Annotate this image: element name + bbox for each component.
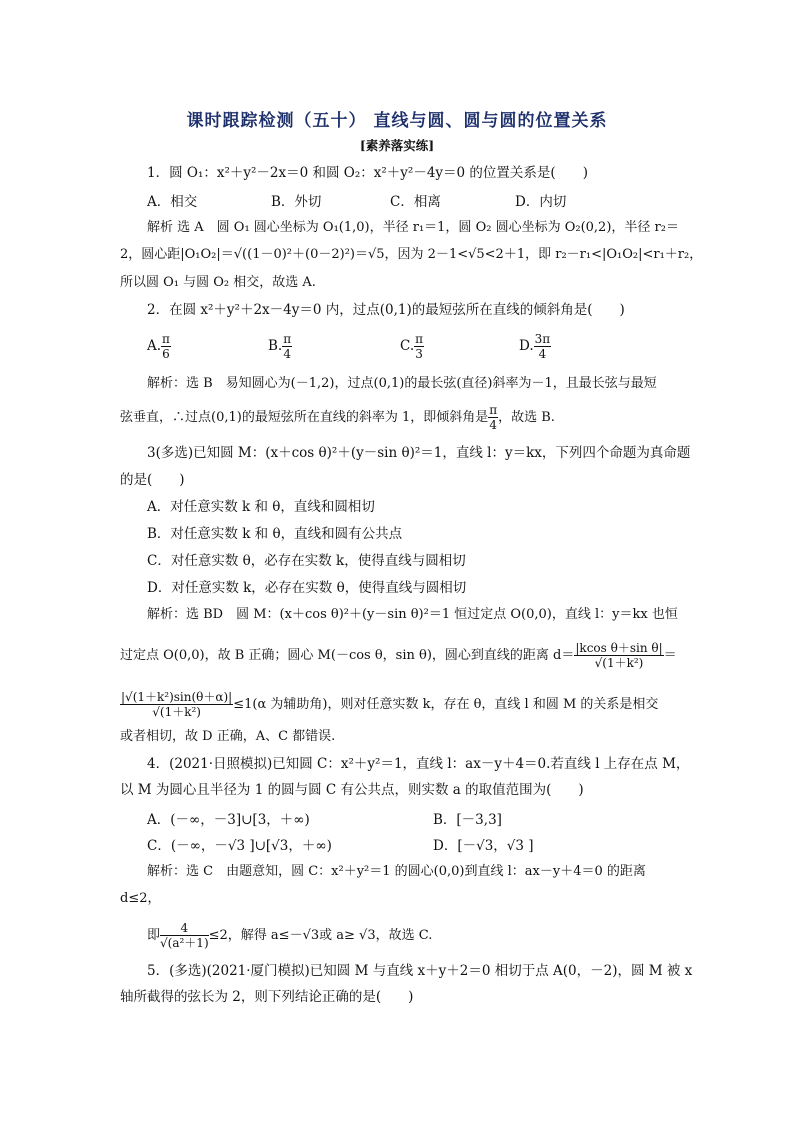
fraction: $\frac{4}{\text{√(a²＋1)}}$ [160, 921, 209, 950]
q4-option-d: D．[－√3，√3 ] [433, 838, 534, 854]
q1-solution-line-3: 所以圆 O₁ 与圆 O₂ 相交，故选 A. [120, 275, 316, 290]
q3-option-a: A．对任意实数 k 和 θ，直线和圆相切 [147, 499, 375, 515]
q4-stem-line-2: 以 M 为圆心且半径为 1 的圆与圆 C 有公共点，则实数 a 的取值范围为( ) [120, 782, 584, 798]
q5-stem-line-1: 5．(多选)(2021·厦门模拟)已知圆 M 与直线 x＋y＋2＝0 相切于点 A(0，－2)，圆 M 被 x [147, 963, 693, 979]
q1-option-b: B．外切 [271, 194, 322, 210]
q3-option-d: D．对任意实数 k，必存在实数 θ，使得直线与圆相切 [147, 580, 467, 596]
q2-option-a: A. $\frac{\pi}{6}$ [147, 332, 170, 361]
q2-stem: 2．在圆 x²＋y²＋2x－4y＝0 内，过点(0,1)的最短弦所在直线的倾斜角是( ) [147, 302, 625, 318]
q3-stem-line-1: 3(多选)已知圆 M：(x＋cos θ)²＋(y－sin θ)²＝1，直线 l：y＝kx，下列四个命题为真命题 [147, 445, 691, 461]
q1-option-c: C．相离 [390, 194, 441, 210]
q3-stem-line-2: 的是( ) [120, 472, 185, 488]
q3-option-b: B．对任意实数 k 和 θ，直线和圆有公共点 [147, 526, 403, 542]
q2-option-d: D. $\frac{3\pi}{4}$ [519, 332, 551, 361]
page-title: 课时跟踪检测（五十） 直线与圆、圆与圆的位置关系 [186, 111, 608, 131]
q5-stem-line-2: 轴所截得的弦长为 2，则下列结论正确的是( ) [120, 989, 414, 1005]
fraction: $\frac{\text{|kcos θ＋sin θ|}}{\text{√(1＋k²)}}$ [575, 641, 663, 670]
q4-option-a: A．(－∞，－3]∪[3，＋∞) [147, 812, 310, 828]
q3-option-c: C．对任意实数 θ，必存在实数 k，使得直线与圆相切 [147, 553, 466, 569]
q4-solution-line-3: 即 $\frac{4}{\text{√(a²＋1)}}$ ≤2，解得 a≤－√3或 a≥ √3，故选 C. [147, 921, 433, 950]
q2-option-b: B. $\frac{\pi}{4}$ [268, 332, 292, 361]
fraction: $\frac{\pi}{4}$ [283, 332, 292, 361]
q2-solution-line-2: 弦垂直，∴过点(0,1)的最短弦所在直线的斜率为 1，即倾斜角是 $\frac{\pi}{4}$ ，故选 B. [120, 403, 555, 432]
q3-solution-line-2: 过定点 O(0,0)，故 B 正确；圆心 M(－cos θ，sin θ)，圆心到直线的距离 d＝ $\frac{\text{|kcos θ＋sin θ|}}{\text{√(1＋k²)}}$ ＝ [120, 641, 677, 670]
q3-solution-line-4: 或者相切，故 D 正确，A、C 都错误. [120, 729, 336, 744]
fraction: $\frac{\pi}{4}$ [489, 403, 498, 432]
fraction: $\frac{\pi}{6}$ [162, 332, 170, 361]
q2-option-c: C. $\frac{\pi}{3}$ [400, 332, 424, 361]
q2-solution-line-1: 解析：选 B 易知圆心为(－1,2)，过点(0,1)的最长弦(直径)斜率为－1，且最长弦与最短 [147, 376, 657, 391]
section-tag: [素养落实练] [359, 138, 435, 153]
q4-stem-line-1: 4．(2021·日照模拟)已知圆 C：x²＋y²＝1，直线 l：ax－y＋4＝0.若直线 l 上存在点 M， [147, 756, 690, 772]
q4-solution-line-1: 解析：选 C 由题意知，圆 C：x²＋y²＝1 的圆心(0,0)到直线 l：ax－y＋4＝0 的距离 [147, 864, 646, 879]
q3-solution-line-1: 解析：选 BD 圆 M：(x＋cos θ)²＋(y－sin θ)²＝1 恒过定点 O(0,0)，直线 l：y＝kx 也恒 [147, 607, 678, 622]
q1-stem: 1．圆 O₁：x²＋y²－2x＝0 和圆 O₂：x²＋y²－4y＝0 的位置关系是( ) [147, 165, 588, 181]
q1-option-d: D．内切 [515, 194, 567, 210]
q4-option-b: B．[－3,3] [433, 812, 502, 828]
fraction: $\frac{\pi}{3}$ [415, 332, 424, 361]
q1-solution-line-2: 2，圆心距|O₁O₂|＝√((1－0)²＋(0－2)²)＝√5，因为 2－1<√5<2＋1，即 r₂－r₁<|O₁O₂|<r₁＋r₂， [120, 247, 703, 262]
q1-option-a: A．相交 [147, 194, 198, 210]
q3-solution-line-3: $\frac{\text{|√(1＋k²)sin(θ＋α)|}}{\text{√(1＋k²)}}$ ≤1(α 为辅助角)，则对任意实数 k，存在 θ，直线 l 和圆 M 的关系是相交 [121, 690, 659, 719]
q4-option-c: C．(－∞，－√3 ]∪[√3，＋∞) [147, 838, 332, 854]
q1-solution-line-1: 解析 选 A 圆 O₁ 圆心坐标为 O₁(1,0)，半径 r₁＝1，圆 O₂ 圆心坐标为 O₂(0,2)，半径 r₂＝ [147, 220, 679, 235]
fraction: $\frac{3\pi}{4}$ [534, 332, 551, 361]
q4-solution-line-2: d≤2， [120, 891, 161, 906]
fraction: $\frac{\text{|√(1＋k²)sin(θ＋α)|}}{\text{√(1＋k²)}}$ [121, 690, 233, 719]
